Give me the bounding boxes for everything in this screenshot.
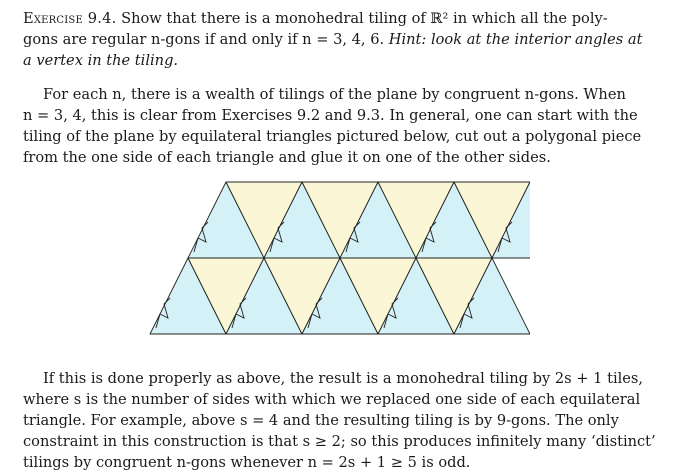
paragraph-2-line-4: constraint in this construction is that s ≥ 2; so this produces infinitely many ‘distinct’ [23, 433, 656, 450]
paragraph-1-line-4: from the one side of each triangle and glue it on one of the other sides. [23, 149, 551, 166]
paragraph-2-line-1: If this is done properly as above, the result is a monohedral tiling by 2s + 1 tiles, [43, 370, 644, 387]
paragraph-2 [23, 368, 656, 473]
exercise-label: Exercise 9.4. [23, 10, 117, 27]
paragraph-1-line-1: For each n, there is a wealth of tilings of the plane by congruent n-gons. When [43, 86, 626, 103]
exercise-paragraph [23, 8, 653, 71]
exercise-line-1: Show that there is a monohedral tiling of ℝ² in which all the poly- [121, 10, 608, 27]
paragraph-1 [23, 84, 653, 168]
paragraph-1-line-2: n = 3, 4, this is clear from Exercises 9.2 and 9.3. In general, one can start with the [23, 107, 638, 124]
tiling-tiles [150, 182, 530, 334]
paragraph-1-line-3: tiling of the plane by equilateral triangles pictured below, cut out a polygonal piece [23, 128, 642, 145]
exercise-line-2: gons are regular n-gons if and only if n = 3, 4, 6. [23, 31, 385, 48]
triangle-tiling-figure [148, 180, 530, 342]
paragraph-2-line-2: where s is the number of sides with which we replaced one side of each equilateral [23, 391, 641, 408]
paragraph-2-line-5: tilings by congruent n-gons whenever n = 2s + 1 ≥ 5 is odd. [23, 454, 471, 471]
exercise-hint: Hint: look at the interior angles at [388, 31, 643, 48]
exercise-line-4: a vertex in the tiling. [23, 52, 179, 69]
paragraph-2-line-3: triangle. For example, above s = 4 and the resulting tiling is by 9-gons. The only [23, 412, 619, 429]
